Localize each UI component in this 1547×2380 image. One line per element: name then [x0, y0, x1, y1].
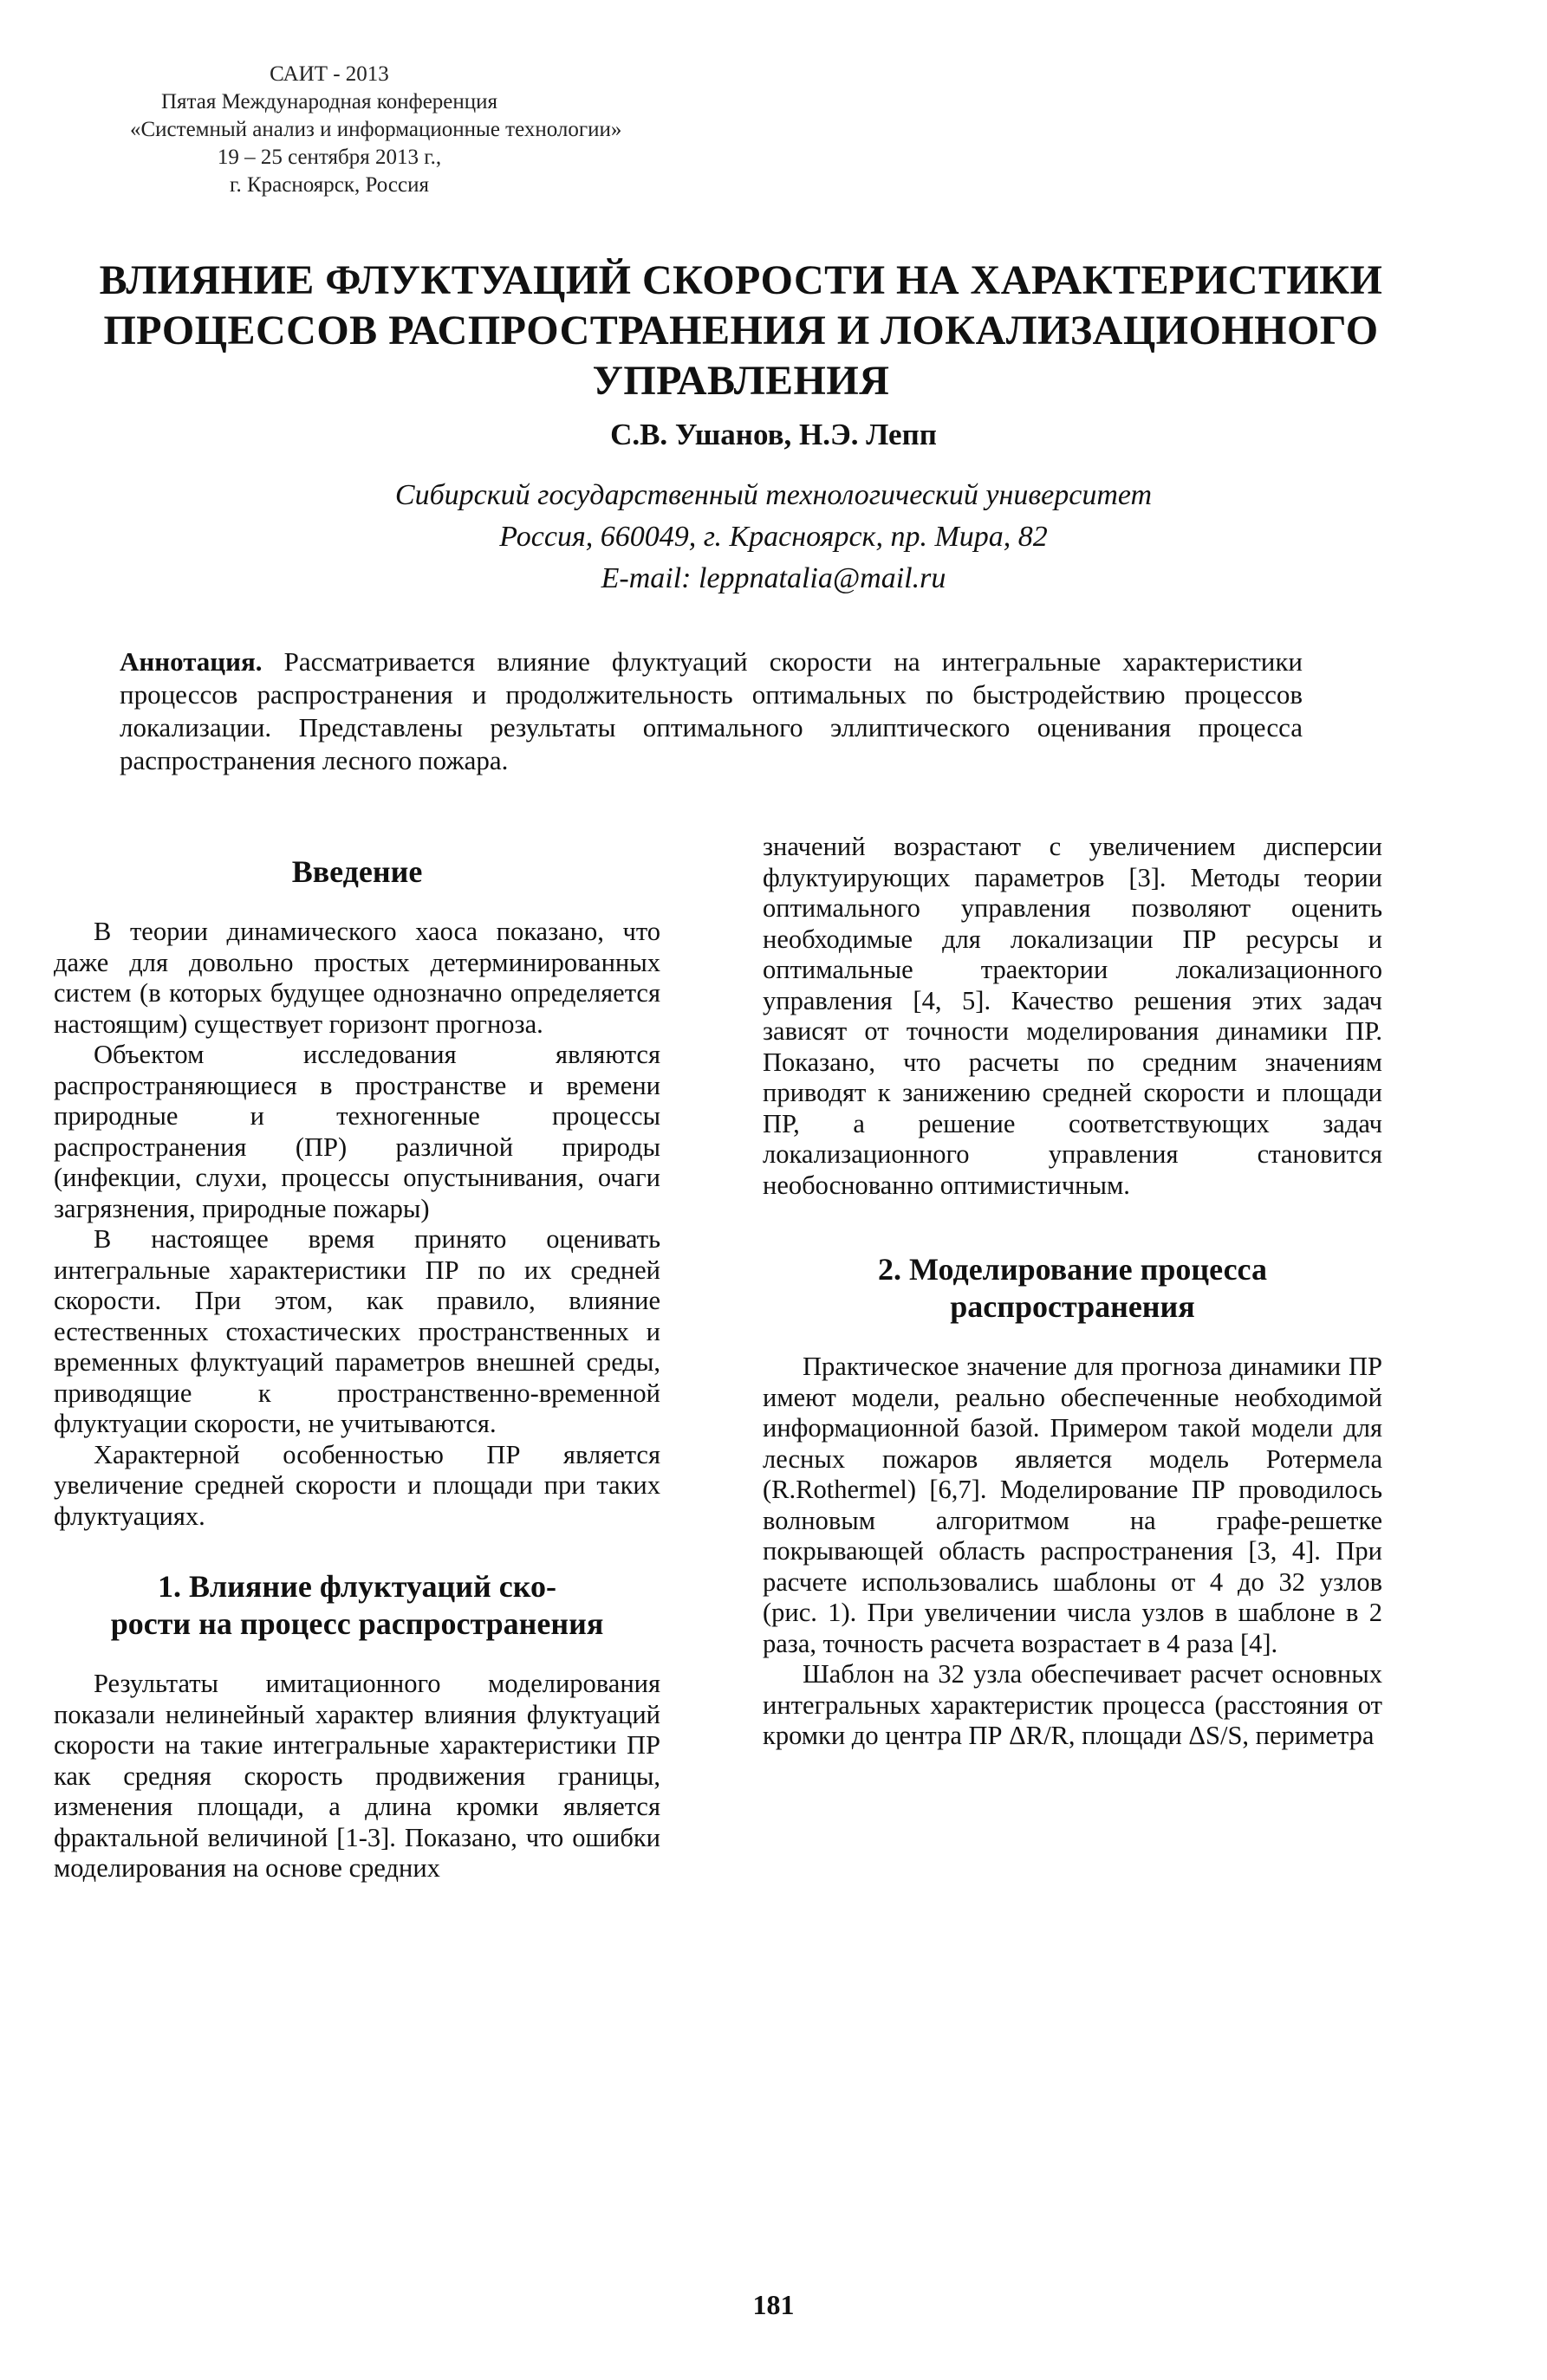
paragraph: В теории динамического хаоса показано, что даже для довольно простых детерминированных систем (в которых будущее однозначно определяется настоящим) существует горизонт прогноза. [54, 917, 660, 1039]
paragraph: Результаты имитационного моделирования показали нелинейный характер влияния флуктуаций скорости на такие интегральные характеристики ПР как средняя скорость продвижения границы, изменения площади, а длина кромки является фрактальной величиной [1-3]. Показано, что ошибки моделирования на основе средних [54, 1669, 660, 1883]
affiliation-email: E-mail: leppnatalia@mail.ru [601, 562, 946, 594]
paragraph: Практическое значение для прогноза динамики ПР имеют модели, реально обеспеченные необходимой информационной базой. Примером такой модели для лесных пожаров является модель Ротермела (R.Rothermel) [6,7]. Моделирование ПР проводилось волновым алгоритмом на графе-решетке покрывающей область распространения [3, 4]. При расчете использовались шаблоны от 4 до 32 узлов (рис. 1). При увеличении числа узлов в шаблоне в 2 раза, точность расчета возрастает в 4 раза [4]. [763, 1352, 1382, 1658]
paragraph: значений возрастают с увеличением дисперсии флуктуирующих параметров [3]. Методы теории оптимального управления позволяют оценить необходимые для локализации ПР ресурсы и оптимальные траектории локализационного управления [4, 5]. Качество решения этих задач зависят от точности моделирования динамики ПР. Показано, что расчеты по средним значениям приводят к занижению средней скорости и площади ПР, а решение соответствующих задач локализационного управления становится необоснованно оптимистичным. [763, 832, 1382, 1200]
title-line-3: УПРАВЛЕНИЯ [592, 358, 890, 404]
paragraph: Объектом исследования являются распространяющиеся в пространстве и времени природные и техногенные процессы распространения (ПР) различной природы (инфекции, слухи, процессы опустынивания, очаги загрязнения, природные пожары) [54, 1040, 660, 1223]
title-line-2: ПРОЦЕССОВ РАСПРОСТРАНЕНИЯ И ЛОКАЛИЗАЦИОННОГО [103, 308, 1379, 353]
paper-authors: С.В. Ушанов, Н.Э. Лепп [610, 418, 937, 451]
author-affiliation [0, 475, 1547, 600]
section-heading-1 [54, 1568, 660, 1643]
page-number: 181 [752, 2289, 795, 2320]
paragraph: Характерной особенностью ПР является увеличение средней скорости и площади при таких флуктуациях. [54, 1439, 660, 1531]
affiliation-address: Россия, 660049, г. Красноярск, пр. Мира, 82 [499, 521, 1048, 553]
conference-title: Пятая Международная конференция [160, 90, 498, 113]
conference-header [130, 61, 622, 199]
conference-short-name: САИТ - 2013 [270, 62, 389, 86]
paper-title [95, 256, 1387, 406]
conference-location: г. Красноярск, Россия [230, 173, 429, 197]
section-heading-1-line-2: рости на процесс распространения [110, 1606, 604, 1641]
abstract-label: Аннотация. [120, 646, 263, 677]
paragraph: Шаблон на 32 узла обеспечивает расчет основных интегральных характеристик процесса (расстояния от кромки до центра ПР ΔR/R, площади ΔS/S, периметра [763, 1659, 1382, 1750]
paragraph: В настоящее время принято оценивать интегральные характеристики ПР по их средней скорости. При этом, как правило, влияние естественных стохастических пространственных и временных флуктуаций параметров внешней среды, приводящие к пространственно-временной флуктуации скорости, не учитываются. [54, 1224, 660, 1438]
abstract [120, 645, 1303, 777]
section-heading-2-line-2: распространения [950, 1289, 1195, 1324]
left-column [54, 853, 660, 1884]
section-heading-introduction: Введение [291, 854, 423, 889]
abstract-text: Рассматривается влияние флуктуаций скорости на интегральные характеристики процессов распространения и продолжительность оптимальных по быстродействию процессов локализации. Представлены результаты оптимального эллиптического оценивания процесса распространения лесного пожара. [120, 646, 1303, 775]
section-heading-2 [763, 1251, 1382, 1326]
right-column [763, 832, 1382, 1752]
section-heading-2-line-1: 2. Моделирование процесса [878, 1252, 1267, 1287]
section-heading-1-line-1: 1. Влияние флуктуаций ско- [157, 1569, 557, 1604]
conference-theme: «Системный анализ и информационные технологии» [130, 118, 622, 141]
affiliation-university: Сибирский государственный технологический университет [394, 479, 1153, 511]
title-line-1: ВЛИЯНИЕ ФЛУКТУАЦИЙ СКОРОСТИ НА ХАРАКТЕРИСТИКИ [99, 257, 1383, 303]
conference-dates: 19 – 25 сентября 2013 г., [217, 146, 442, 169]
